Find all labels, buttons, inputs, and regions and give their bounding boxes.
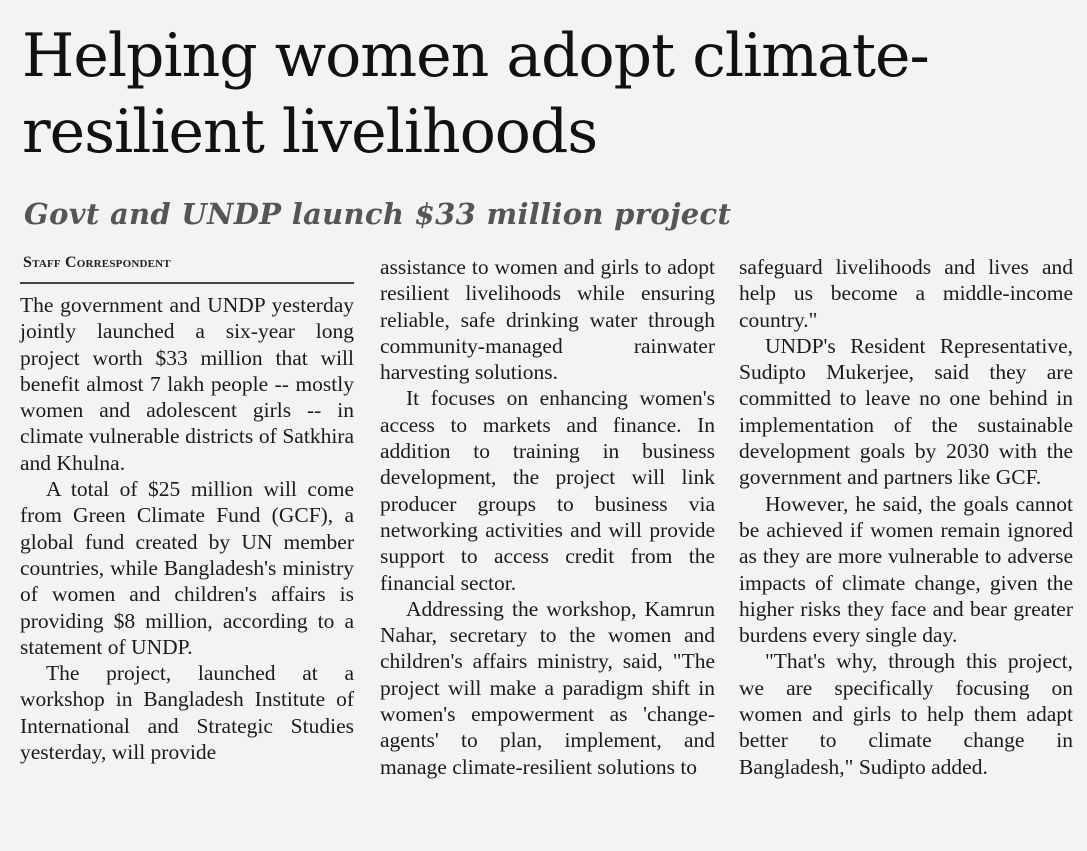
paragraph-7: However, he said, the goals cannot be achieved if women remain ignored as they are more vulnerable to adverse impacts of climate change, given the higher risks they face and bear greater burdens every single day. [739, 491, 1073, 648]
byline-rule [20, 282, 354, 284]
paragraph-3: The project, launched at a workshop in Bangladesh Institute of International and Strategic Studies yesterday, will provide [20, 661, 354, 765]
paragraph-6: UNDP's Resident Representative, Sudipto Mukerjee, said they are committed to leave no one behind in implementation of the sustainable development goals by 2030 with the government and partners like GCF. [739, 333, 1073, 490]
paragraph-3-continued: assistance to women and girls to adopt resilient livelihoods while ensuring reliable, safe drinking water through community-managed rainwater harvesting solutions. [380, 255, 715, 385]
paragraph-4: It focuses on enhancing women's access to markets and finance. In addition to training in business development, the project will link producer groups to business via networking activities and will provide support to access credit from the financial sector. [380, 386, 715, 595]
article-column-2 [380, 254, 715, 780]
byline: Staff Correspondent [23, 254, 171, 271]
paragraph-5-continued: safeguard livelihoods and lives and help us become a middle-income country." [739, 255, 1073, 332]
paragraph-1: The government and UNDP yesterday jointly launched a six-year long project worth $33 million that will benefit almost 7 lakh people -- mostly women and adolescent girls -- in climate vulnerable districts of Satkhira and Khulna. [20, 293, 354, 475]
paragraph-2: A total of $25 million will come from Green Climate Fund (GCF), a global fund created by UN member countries, while Bangladesh's ministry of women and children's affairs is providing $8 million, according to a statement of UNDP. [20, 477, 354, 659]
headline: Helping women adopt climate-resilient livelihoods [22, 21, 929, 167]
paragraph-8: "That's why, through this project, we are specifically focusing on women and girls to help them adapt better to climate change in Bangladesh," Sudipto added. [739, 649, 1073, 779]
subheadline: Govt and UNDP launch $33 million project [24, 197, 732, 231]
article-column-3 [739, 254, 1073, 780]
paragraph-5: Addressing the workshop, Kamrun Nahar, secretary to the women and children's affairs ministry, said, "The project will make a paradigm shift in women's empowerment as 'change-agents' to plan, implement, and manage climate-resilient solutions to [380, 596, 715, 779]
article-column-1 [20, 292, 354, 765]
